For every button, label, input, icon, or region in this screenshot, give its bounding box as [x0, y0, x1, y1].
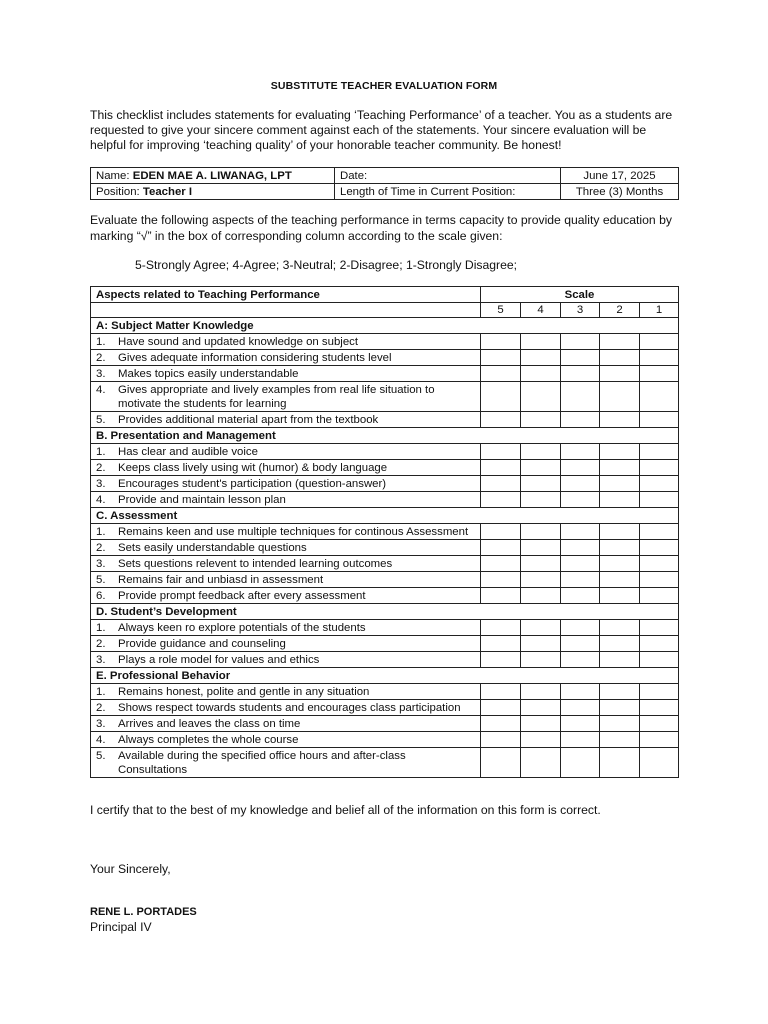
name-label: Name:	[96, 169, 130, 182]
criterion-row	[91, 334, 679, 350]
criterion-text: Encourages student's participation (question-answer)	[118, 477, 387, 490]
criterion-row	[91, 492, 679, 508]
section-title: A: Subject Matter Knowledge	[91, 318, 679, 334]
criterion-row	[91, 540, 679, 556]
evaluation-instructions: Evaluate the following aspects of the teaching performance in terms capacity to provide quality education by marking “√” in the box of corresponding column according to the scale given:	[90, 213, 672, 243]
scale-legend: 5-Strongly Agree; 4-Agree; 3-Neutral; 2-Disagree; 1-Strongly Disagree;	[135, 258, 518, 272]
rating-box-4[interactable]	[521, 476, 561, 492]
rating-box-2[interactable]	[600, 540, 640, 556]
rating-box-3[interactable]	[561, 334, 600, 350]
table-header-row	[91, 287, 679, 303]
teacher-name: EDEN MAE A. LIWANAG, LPT	[132, 169, 292, 182]
criterion-number: 2.	[96, 637, 106, 650]
scale-number-row	[91, 303, 679, 318]
criterion-row	[91, 524, 679, 540]
criterion-row	[91, 476, 679, 492]
rating-box-4[interactable]	[521, 444, 561, 460]
rating-box-1[interactable]	[640, 460, 679, 476]
rating-box-5[interactable]	[481, 732, 521, 748]
rating-box-3[interactable]	[561, 732, 600, 748]
rating-box-1[interactable]	[640, 588, 679, 604]
criterion-row	[91, 636, 679, 652]
criterion-text: Provide prompt feedback after every assessment	[118, 589, 366, 602]
criterion-number: 1.	[96, 685, 106, 698]
rating-box-2[interactable]	[600, 732, 640, 748]
rating-box-5[interactable]	[481, 684, 521, 700]
scale-1: 1	[640, 303, 679, 318]
rating-box-1[interactable]	[640, 476, 679, 492]
rating-box-1[interactable]	[640, 572, 679, 588]
criterion-number: 1.	[96, 621, 106, 634]
signatory-name: RENE L. PORTADES	[90, 906, 197, 918]
rating-box-2[interactable]	[600, 444, 640, 460]
rating-box-5[interactable]	[481, 492, 521, 508]
rating-box-2[interactable]	[600, 350, 640, 366]
criterion-number: 1.	[96, 525, 106, 538]
rating-box-4[interactable]	[521, 748, 561, 778]
length-value: Three (3) Months	[561, 184, 679, 200]
rating-box-1[interactable]	[640, 444, 679, 460]
rating-box-2[interactable]	[600, 334, 640, 350]
rating-box-1[interactable]	[640, 636, 679, 652]
criterion-number: 3.	[96, 557, 106, 570]
rating-box-5[interactable]	[481, 652, 521, 668]
rating-box-5[interactable]	[481, 366, 521, 382]
rating-box-4[interactable]	[521, 334, 561, 350]
rating-box-5[interactable]	[481, 524, 521, 540]
rating-box-4[interactable]	[521, 572, 561, 588]
rating-box-1[interactable]	[640, 492, 679, 508]
rating-box-3[interactable]	[561, 492, 600, 508]
section-header-row	[91, 318, 679, 334]
criterion-number: 6.	[96, 589, 106, 602]
rating-box-5[interactable]	[481, 412, 521, 428]
criterion-text: Always keen ro explore potentials of the students	[118, 621, 366, 634]
criterion-cell	[91, 540, 481, 556]
name-cell	[91, 168, 335, 184]
intro-paragraph: This checklist includes statements for evaluating ‘Teaching Performance’ of a teacher. You as a students are requested to give your sincere comment against each of the statements. Your sincere evaluation will be helpful for improving ‘teaching quality’ of your honorable teacher community. Be honest!	[90, 108, 673, 153]
rating-box-5[interactable]	[481, 350, 521, 366]
criterion-cell	[91, 716, 481, 732]
rating-box-1[interactable]	[640, 412, 679, 428]
aspects-header: Aspects related to Teaching Performance	[91, 287, 481, 303]
rating-box-4[interactable]	[521, 716, 561, 732]
rating-box-1[interactable]	[640, 540, 679, 556]
rating-box-3[interactable]	[561, 382, 600, 412]
criterion-text: Sets questions relevent to intended learning outcomes	[118, 557, 393, 570]
criterion-row	[91, 556, 679, 572]
criterion-cell	[91, 732, 481, 748]
rating-box-2[interactable]	[600, 412, 640, 428]
rating-box-1[interactable]	[640, 748, 679, 778]
section-title: D. Student’s Development	[91, 604, 679, 620]
rating-box-2[interactable]	[600, 588, 640, 604]
section-header-row	[91, 428, 679, 444]
rating-box-2[interactable]	[600, 366, 640, 382]
rating-box-1[interactable]	[640, 700, 679, 716]
criterion-cell	[91, 684, 481, 700]
rating-box-3[interactable]	[561, 588, 600, 604]
criterion-text: Remains fair and unbiasd in assessment	[118, 573, 324, 586]
criterion-cell	[91, 444, 481, 460]
date-label: Date:	[335, 168, 561, 184]
rating-box-2[interactable]	[600, 748, 640, 778]
criterion-text: Keeps class lively using wit (humor) & body language	[118, 461, 388, 474]
rating-box-2[interactable]	[600, 620, 640, 636]
criterion-text: Sets easily understandable questions	[118, 541, 307, 554]
criterion-text: Provide and maintain lesson plan	[118, 493, 286, 506]
criterion-text: Remains honest, polite and gentle in any situation	[118, 685, 370, 698]
rating-box-1[interactable]	[640, 524, 679, 540]
scale-2: 2	[600, 303, 640, 318]
rating-box-3[interactable]	[561, 540, 600, 556]
rating-box-1[interactable]	[640, 556, 679, 572]
criterion-text: Gives adequate information considering students level	[118, 351, 392, 364]
rating-box-5[interactable]	[481, 334, 521, 350]
rating-box-3[interactable]	[561, 476, 600, 492]
date-value: June 17, 2025	[561, 168, 679, 184]
criterion-number: 4.	[96, 383, 106, 396]
criterion-row	[91, 700, 679, 716]
section-title: C. Assessment	[91, 508, 679, 524]
rating-box-2[interactable]	[600, 556, 640, 572]
criterion-text: Arrives and leaves the class on time	[118, 717, 301, 730]
signatory-title: Principal IV	[90, 920, 152, 934]
rating-box-5[interactable]	[481, 460, 521, 476]
criterion-row	[91, 572, 679, 588]
rating-box-4[interactable]	[521, 540, 561, 556]
criterion-row	[91, 716, 679, 732]
rating-box-3[interactable]	[561, 700, 600, 716]
criterion-cell	[91, 492, 481, 508]
criterion-cell	[91, 636, 481, 652]
scale-header: Scale	[481, 287, 679, 303]
rating-box-4[interactable]	[521, 620, 561, 636]
rating-box-4[interactable]	[521, 492, 561, 508]
closing-line: Your Sincerely,	[90, 862, 171, 876]
criterion-text: Gives appropriate and lively examples from real life situation to motivate the students for learning	[118, 383, 435, 410]
rating-box-1[interactable]	[640, 684, 679, 700]
criterion-text: Makes topics easily understandable	[118, 367, 299, 380]
rating-box-1[interactable]	[640, 620, 679, 636]
position-value: Teacher I	[142, 185, 193, 198]
rating-box-1[interactable]	[640, 350, 679, 366]
criterion-number: 5.	[96, 413, 106, 426]
criterion-cell	[91, 412, 481, 428]
criterion-cell	[91, 652, 481, 668]
rating-box-1[interactable]	[640, 652, 679, 668]
rating-box-4[interactable]	[521, 732, 561, 748]
criterion-text: Always completes the whole course	[118, 733, 299, 746]
position-cell	[91, 184, 335, 200]
rating-box-4[interactable]	[521, 366, 561, 382]
criterion-number: 1.	[96, 335, 106, 348]
rating-box-2[interactable]	[600, 636, 640, 652]
rating-box-5[interactable]	[481, 748, 521, 778]
rating-box-3[interactable]	[561, 716, 600, 732]
rating-box-3[interactable]	[561, 524, 600, 540]
criterion-cell	[91, 620, 481, 636]
criterion-row	[91, 366, 679, 382]
criterion-cell	[91, 460, 481, 476]
rating-box-1[interactable]	[640, 366, 679, 382]
criterion-cell	[91, 476, 481, 492]
rating-box-5[interactable]	[481, 476, 521, 492]
criterion-text: Plays a role model for values and ethics	[118, 653, 320, 666]
rating-box-3[interactable]	[561, 636, 600, 652]
criterion-number: 3.	[96, 653, 106, 666]
rating-box-1[interactable]	[640, 732, 679, 748]
rating-box-4[interactable]	[521, 524, 561, 540]
criterion-number: 5.	[96, 749, 106, 762]
rating-box-4[interactable]	[521, 588, 561, 604]
criterion-row	[91, 350, 679, 366]
rating-box-2[interactable]	[600, 382, 640, 412]
rating-box-4[interactable]	[521, 684, 561, 700]
evaluation-table	[90, 286, 679, 778]
position-label: Position:	[96, 185, 140, 198]
rating-box-5[interactable]	[481, 716, 521, 732]
rating-box-4[interactable]	[521, 460, 561, 476]
criterion-row	[91, 620, 679, 636]
criterion-row	[91, 588, 679, 604]
rating-box-1[interactable]	[640, 334, 679, 350]
scale-3: 3	[561, 303, 600, 318]
rating-box-3[interactable]	[561, 412, 600, 428]
rating-box-5[interactable]	[481, 444, 521, 460]
rating-box-2[interactable]	[600, 492, 640, 508]
rating-box-3[interactable]	[561, 620, 600, 636]
rating-box-5[interactable]	[481, 636, 521, 652]
criterion-cell	[91, 572, 481, 588]
criterion-row	[91, 684, 679, 700]
criterion-text: Remains keen and use multiple techniques for continous Assessment	[118, 525, 469, 538]
scale-5: 5	[481, 303, 521, 318]
criterion-text: Shows respect towards students and encourages class participation	[118, 701, 461, 714]
rating-box-2[interactable]	[600, 716, 640, 732]
rating-box-3[interactable]	[561, 748, 600, 778]
rating-box-3[interactable]	[561, 460, 600, 476]
criterion-number: 2.	[96, 351, 106, 364]
criterion-row	[91, 412, 679, 428]
rating-box-2[interactable]	[600, 476, 640, 492]
rating-box-2[interactable]	[600, 700, 640, 716]
rating-box-4[interactable]	[521, 636, 561, 652]
criterion-text: Have sound and updated knowledge on subject	[118, 335, 359, 348]
section-header-row	[91, 668, 679, 684]
rating-box-4[interactable]	[521, 412, 561, 428]
rating-box-1[interactable]	[640, 716, 679, 732]
criterion-row	[91, 652, 679, 668]
rating-box-3[interactable]	[561, 366, 600, 382]
scale-4: 4	[521, 303, 561, 318]
criterion-cell	[91, 524, 481, 540]
rating-box-4[interactable]	[521, 382, 561, 412]
criterion-text: Provides additional material apart from the textbook	[118, 413, 379, 426]
criterion-number: 3.	[96, 717, 106, 730]
teacher-info-table	[90, 167, 679, 200]
criterion-text: Available during the specified office hours and after-class Consultations	[118, 749, 406, 776]
criterion-cell	[91, 382, 481, 412]
criterion-row	[91, 732, 679, 748]
rating-box-5[interactable]	[481, 620, 521, 636]
criterion-cell	[91, 556, 481, 572]
rating-box-5[interactable]	[481, 556, 521, 572]
criterion-number: 2.	[96, 541, 106, 554]
rating-box-1[interactable]	[640, 382, 679, 412]
rating-box-4[interactable]	[521, 652, 561, 668]
criterion-number: 3.	[96, 477, 106, 490]
criterion-text: Provide guidance and counseling	[118, 637, 286, 650]
criterion-number: 1.	[96, 445, 106, 458]
rating-box-5[interactable]	[481, 588, 521, 604]
rating-box-4[interactable]	[521, 700, 561, 716]
rating-box-2[interactable]	[600, 524, 640, 540]
rating-box-3[interactable]	[561, 556, 600, 572]
criterion-cell	[91, 700, 481, 716]
scale-number-spacer	[91, 303, 481, 318]
rating-box-2[interactable]	[600, 684, 640, 700]
rating-box-3[interactable]	[561, 444, 600, 460]
rating-box-5[interactable]	[481, 382, 521, 412]
criterion-number: 4.	[96, 733, 106, 746]
criterion-number: 2.	[96, 461, 106, 474]
rating-box-2[interactable]	[600, 572, 640, 588]
criterion-cell	[91, 748, 481, 778]
criterion-cell	[91, 334, 481, 350]
rating-box-2[interactable]	[600, 652, 640, 668]
section-title: E. Professional Behavior	[91, 668, 679, 684]
rating-box-5[interactable]	[481, 700, 521, 716]
criterion-cell	[91, 366, 481, 382]
rating-box-5[interactable]	[481, 540, 521, 556]
criterion-text: Has clear and audible voice	[118, 445, 258, 458]
length-label: Length of Time in Current Position:	[335, 184, 561, 200]
criterion-number: 5.	[96, 573, 106, 586]
criterion-cell	[91, 588, 481, 604]
certification-statement: I certify that to the best of my knowledge and belief all of the information on this form is correct.	[90, 803, 601, 817]
criterion-number: 3.	[96, 367, 106, 380]
criterion-row	[91, 444, 679, 460]
section-header-row	[91, 604, 679, 620]
criterion-row	[91, 460, 679, 476]
criterion-number: 4.	[96, 493, 106, 506]
rating-box-3[interactable]	[561, 350, 600, 366]
form-title: SUBSTITUTE TEACHER EVALUATION FORM	[270, 80, 498, 92]
criterion-row	[91, 748, 679, 778]
rating-box-4[interactable]	[521, 556, 561, 572]
rating-box-5[interactable]	[481, 572, 521, 588]
rating-box-2[interactable]	[600, 460, 640, 476]
criterion-cell	[91, 350, 481, 366]
rating-box-3[interactable]	[561, 572, 600, 588]
criterion-row	[91, 382, 679, 412]
rating-box-3[interactable]	[561, 684, 600, 700]
criterion-number: 2.	[96, 701, 106, 714]
rating-box-4[interactable]	[521, 350, 561, 366]
section-header-row	[91, 508, 679, 524]
section-title: B. Presentation and Management	[91, 428, 679, 444]
rating-box-3[interactable]	[561, 652, 600, 668]
